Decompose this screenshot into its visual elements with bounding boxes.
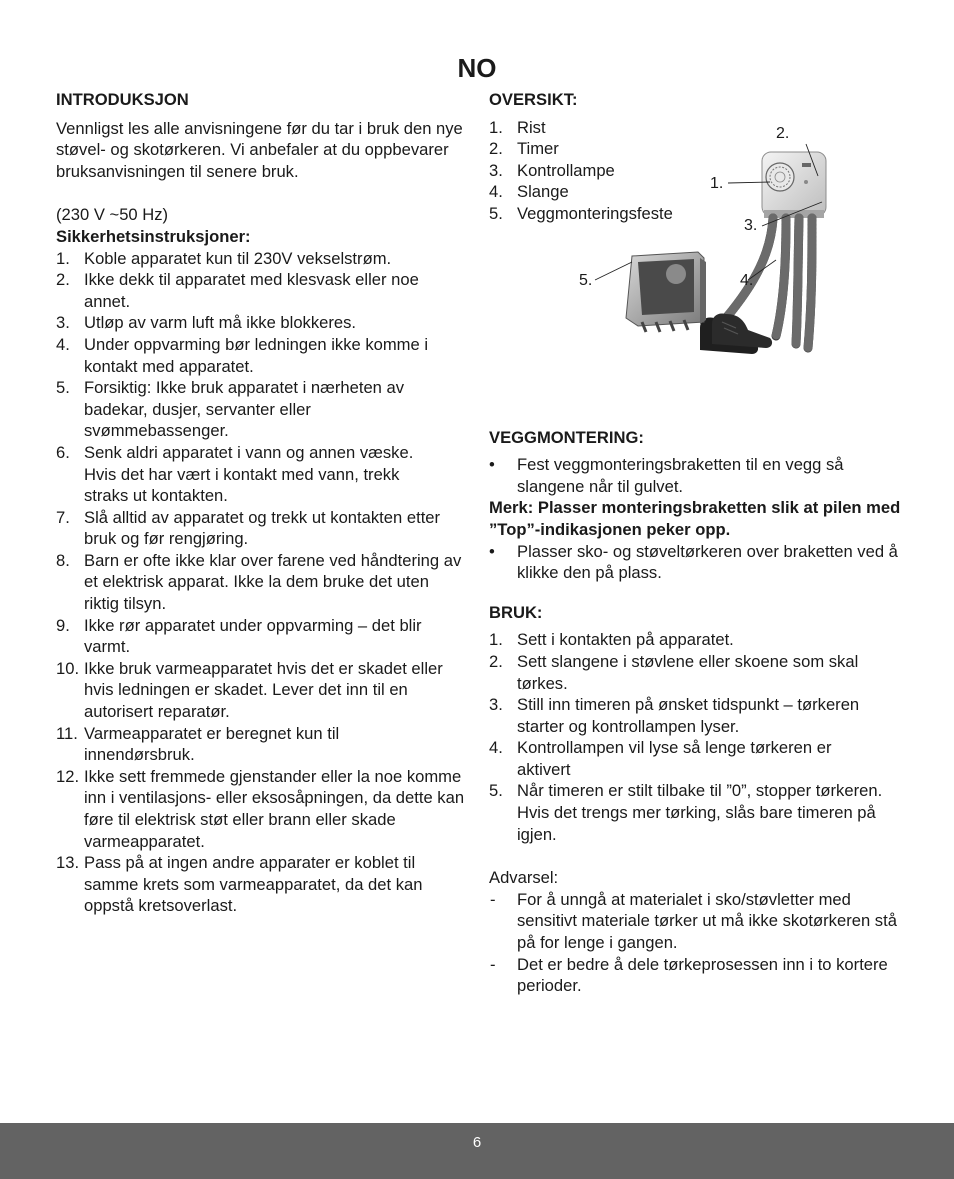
use-heading: BRUK: <box>489 602 543 622</box>
list-item: 6. Senk aldri apparatet i vann og annen væske. Hvis det har vært i kontakt med vann, trekk straks ut kontakten. <box>56 442 414 506</box>
dryer-unit <box>762 152 826 218</box>
list-item: 2. Sett slangene i støvlene eller skoene som skal tørkes. <box>489 651 859 693</box>
intro-heading: INTRODUKSJON <box>56 90 189 109</box>
product-drawing <box>576 122 836 362</box>
list-item: 4. Slange <box>489 182 569 202</box>
voltage-text: (230 V ~50 Hz) <box>56 205 169 225</box>
list-item: - For å unngå at materialet i sko/støvletter med sensitivt materiale tørker ut må ikke skotørkeren stå på for lenge i gangen. <box>490 889 897 953</box>
page-number: 6 <box>472 1134 482 1151</box>
list-item: 5. Forsiktig: Ikke bruk apparatet i nærheten av badekar, dusjer, servanter eller svømmebassenger. <box>56 378 405 441</box>
list-item: 11. Varmeapparatet er beregnet kun til innendørsbruk. <box>56 723 340 765</box>
list-item: 3. Utløp av varm luft må ikke blokkeres. <box>56 313 357 333</box>
product-illustration <box>576 122 836 362</box>
list-item: 4. Under oppvarming bør ledningen ikke komme i kontakt med apparatet. <box>56 334 429 376</box>
figure-label-5: 5. <box>579 272 593 289</box>
use-list <box>489 629 909 845</box>
list-item: 3. Still inn timeren på ønsket tidspunkt – tørkeren starter og kontrollampen lyser. <box>489 695 860 736</box>
list-item: 7. Slå alltid av apparatet og trekk ut kontakten etter bruk og før rengjøring. <box>56 507 441 549</box>
wall-note: Merk: Plasser monteringsbraketten slik at pilen med ”Top”-indikasjonen peker opp. <box>489 498 901 539</box>
list-item: 5. Veggmonteringsfeste <box>489 203 673 223</box>
wall-list-1 <box>489 454 909 497</box>
figure-label-4: 4. <box>740 272 754 289</box>
list-item: 1. Koble apparatet kun til 230V vekselstrøm. <box>56 248 392 268</box>
footer-bar <box>0 1123 954 1179</box>
wall-list-2 <box>489 541 909 584</box>
list-item: - Det er bedre å dele tørkeprosessen inn i to kortere perioder. <box>490 954 888 996</box>
list-item: 4. Kontrollampen vil lyse så lenge tørkeren er aktivert <box>489 738 832 779</box>
left-column <box>56 89 466 917</box>
list-item: 12. Ikke sett fremmede gjenstander eller la noe komme inn i ventilasjons- eller eksosåpningen, da dette kan føre til elektrisk støt eller brann eller skade varmeapparatet. <box>56 766 465 851</box>
list-item: 2. Timer <box>489 139 559 159</box>
warning-list <box>489 889 909 997</box>
figure-label-1: 1. <box>710 175 724 192</box>
list-item: 3. Kontrollampe <box>489 160 615 180</box>
safety-list <box>56 248 466 917</box>
wall-bracket <box>626 252 706 332</box>
page-title: NO <box>457 53 497 83</box>
list-item: 13. Pass på at ingen andre apparater er koblet til samme krets som varmeapparatet, da det kan oppstå kretsoverlast. <box>56 853 423 916</box>
list-item: • Plasser sko- og støveltørkeren over braketten ved å klikke den på plass. <box>489 541 898 583</box>
list-item: 8. Barn er ofte ikke klar over farene ved håndtering av et elektrisk apparat. Ikke la dem bruke det uten riktig tilsyn. <box>56 550 462 614</box>
figure-label-2: 2. <box>776 125 790 142</box>
list-item: 5. Når timeren er stilt tilbake til ”0”, stopper tørkeren. Hvis det trengs mer tørking, slås bare timeren på igjen. <box>489 781 883 844</box>
list-item: 2. Ikke dekk til apparatet med klesvask eller noe annet. <box>56 270 419 311</box>
intro-text: Vennligst les alle anvisningene før du tar i bruk den nye støvel- og skotørkeren. Vi anbefaler at du oppbevarer bruksanvisningen til senere bruk. <box>56 118 463 181</box>
safety-heading: Sikkerhetsinstruksjoner: <box>56 226 251 246</box>
list-item: • Fest veggmonteringsbraketten til en vegg så slangene når til gulvet. <box>489 455 844 496</box>
list-item: 10. Ikke bruk varmeapparatet hvis det er skadet eller hvis ledningen er skadet. Lever det inn til en autorisert reparatør. <box>56 658 443 722</box>
wall-heading: VEGGMONTERING: <box>489 427 644 447</box>
boots <box>700 313 772 354</box>
list-item: 1. Rist <box>489 117 546 137</box>
figure-label-3: 3. <box>744 217 758 234</box>
overview-heading: OVERSIKT: <box>489 90 578 109</box>
warning-heading: Advarsel: <box>489 868 559 888</box>
list-item: 1. Sett i kontakten på apparatet. <box>489 630 734 650</box>
list-item: 9. Ikke rør apparatet under oppvarming – det blir varmt. <box>56 615 422 657</box>
